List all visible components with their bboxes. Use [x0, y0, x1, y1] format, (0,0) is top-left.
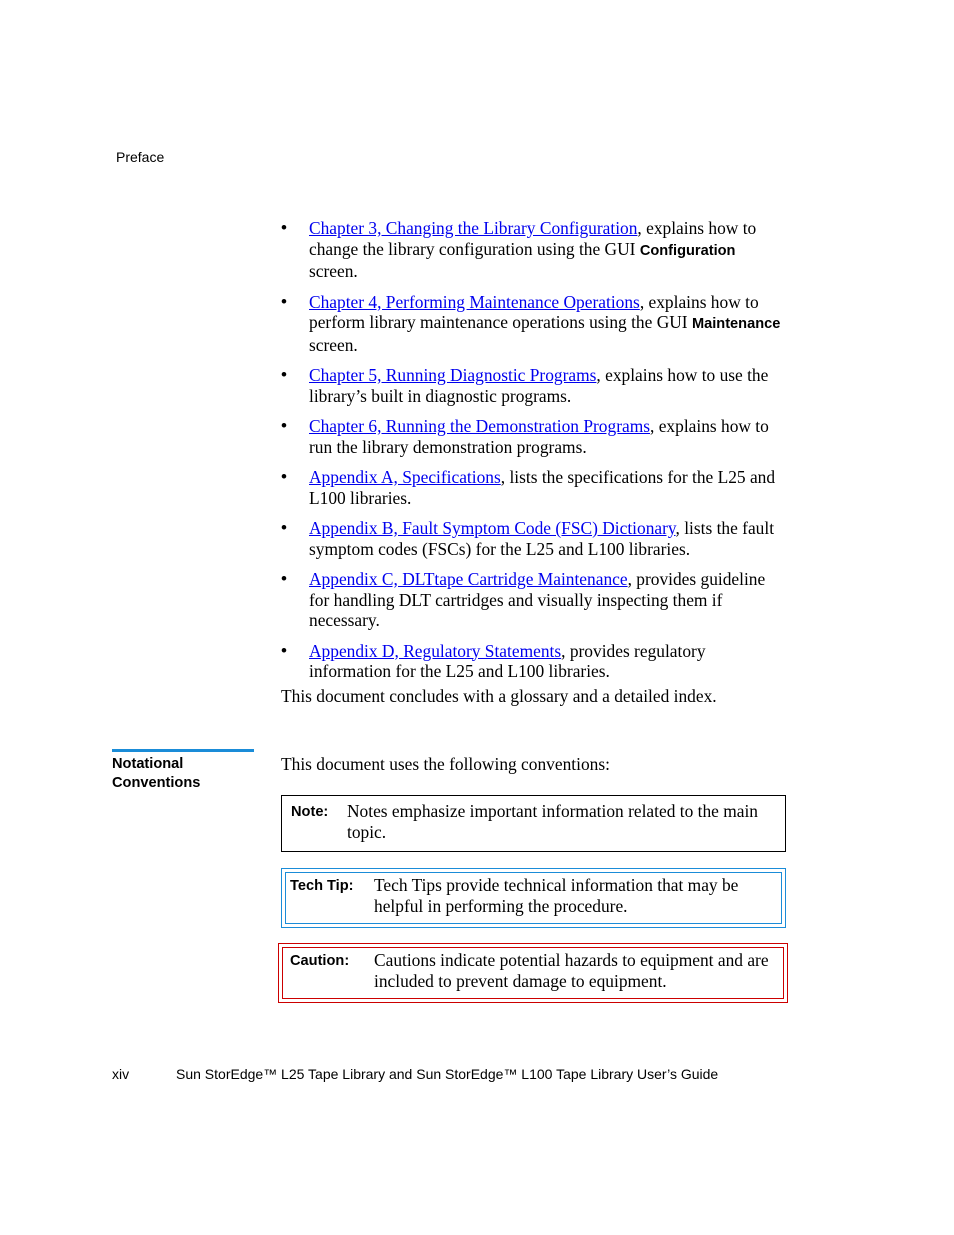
note-callout	[281, 795, 786, 852]
chapter-4-link[interactable]: Chapter 4, Performing Maintenance Operations	[309, 291, 640, 312]
book-title: Sun StorEdge™ L25 Tape Library and Sun StorEdge™ L100 Tape Library User’s Guide	[176, 1066, 719, 1082]
section-heading-line2: Conventions	[112, 775, 201, 791]
chapter-list	[281, 218, 786, 682]
list-item-text: , explains how to change the library configuration using the GUI	[309, 218, 757, 259]
list-item-text: , provides guideline for handling DLT cartridges and visually inspecting them if necessary.	[309, 569, 766, 630]
list-item-text: , provides regulatory information for the L25 and L100 libraries.	[309, 640, 706, 681]
caution-callout	[278, 943, 788, 1003]
list-item	[281, 518, 786, 559]
list-item	[281, 467, 786, 508]
list-item	[281, 365, 786, 406]
list-item-text: , explains how to use the library’s built in diagnostic programs.	[309, 365, 769, 406]
list-item	[281, 569, 786, 631]
note-label: Note:	[291, 804, 329, 820]
running-head: Preface	[116, 149, 165, 165]
section-rule	[112, 749, 254, 752]
list-item-tail: screen.	[309, 334, 358, 355]
ui-term: Configuration	[639, 242, 736, 259]
tech-tip-text: Tech Tips provide technical information that may be helpful in performing the procedure.	[374, 875, 739, 916]
ui-term: Maintenance	[691, 316, 781, 332]
list-item-text: , lists the fault symptom codes (FSCs) for the L25 and L100 libraries.	[309, 518, 775, 559]
appendix-b-link[interactable]: Appendix B, Fault Symptom Code (FSC) Dictionary	[309, 518, 676, 538]
appendix-a-link[interactable]: Appendix A, Specifications	[309, 467, 501, 487]
tech-tip-callout	[281, 868, 786, 928]
list-item	[281, 416, 786, 457]
list-item	[281, 641, 786, 682]
conventions-intro: This document uses the following conventions:	[281, 754, 610, 774]
tech-tip-label: Tech Tip:	[290, 878, 354, 894]
list-item-text: , lists the specifications for the L25 and L100 libraries.	[309, 467, 776, 508]
section-heading-line1: Notational	[112, 756, 184, 772]
list-item-text: , explains how to perform library maintenance operations using the GUI	[309, 291, 759, 332]
list-item	[281, 218, 786, 282]
page-number: xiv	[112, 1066, 130, 1082]
caution-text: Cautions indicate potential hazards to equipment and are included to prevent damage to equipment.	[374, 950, 769, 991]
closing-paragraph: This document concludes with a glossary and a detailed index.	[281, 686, 717, 706]
list-item-tail: screen.	[309, 261, 358, 281]
note-text: Notes emphasize important information related to the main topic.	[347, 801, 758, 842]
appendix-c-link[interactable]: Appendix C, DLTtape Cartridge Maintenance	[309, 569, 628, 589]
appendix-d-link[interactable]: Appendix D, Regulatory Statements	[309, 640, 562, 661]
list-item	[281, 292, 786, 356]
chapter-6-link[interactable]: Chapter 6, Running the Demonstration Programs	[309, 416, 651, 436]
list-item-text: , explains how to run the library demonstration programs.	[309, 416, 769, 457]
section-heading	[112, 755, 200, 793]
caution-label: Caution:	[290, 953, 350, 969]
chapter-3-link[interactable]: Chapter 3, Changing the Library Configuration	[309, 218, 638, 238]
chapter-5-link[interactable]: Chapter 5, Running Diagnostic Programs	[309, 365, 597, 385]
